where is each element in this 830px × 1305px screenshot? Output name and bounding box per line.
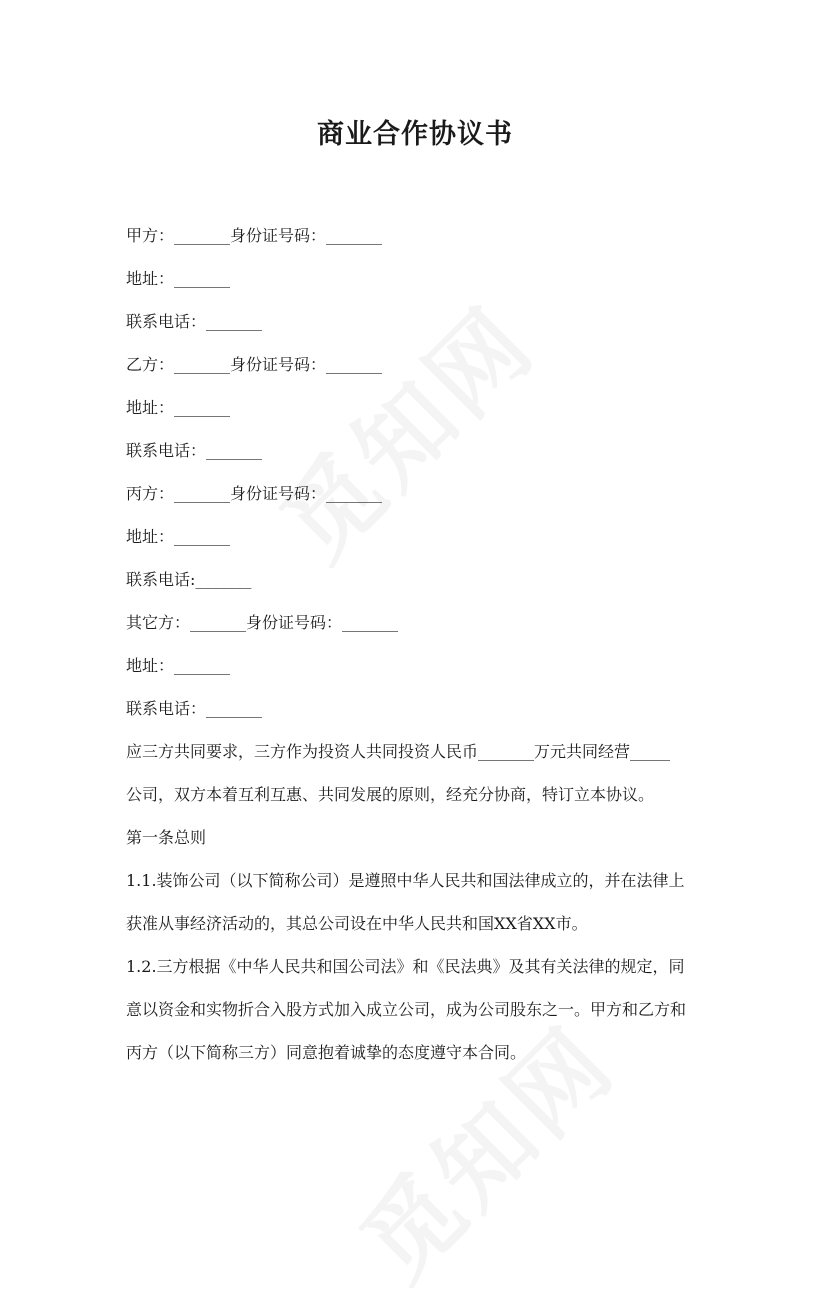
paragraph-line: 意以资金和实物折合入股方式加入成立公司，成为公司股东之一。甲方和乙方和 [126, 1000, 687, 1019]
party-c-line: 丙方：_______身份证号码：_______ [126, 484, 383, 503]
other-party-address: 地址：_______ [126, 656, 231, 675]
party-b-line: 乙方：_______身份证号码：_______ [126, 355, 383, 374]
party-a-line: 甲方：_______身份证号码：_______ [126, 226, 383, 245]
paragraph-line: 公司，双方本着互利互惠、共同发展的原则，经充分协商，特订立本协议。 [126, 785, 655, 804]
party-a-phone: 联系电话：_______ [126, 312, 263, 331]
paragraph-line: 丙方（以下简称三方）同意抱着诚挚的态度遵守本合同。 [126, 1043, 527, 1062]
paragraph-line: 应三方共同要求，三方作为投资人共同投资人民币_______万元共同经营_____ [126, 742, 671, 761]
document-title: 商业合作协议书 [317, 119, 513, 150]
paragraph-line: 获准从事经济活动的，其总公司设在中华人民共和国XX省XX市。 [126, 914, 588, 933]
party-b-address: 地址：_______ [126, 398, 231, 417]
party-c-address: 地址：_______ [126, 527, 231, 546]
party-a-address: 地址：_______ [126, 269, 231, 288]
paragraph-line: 1.1.装饰公司（以下简称公司）是遵照中华人民共和国法律成立的，并在法律上 [126, 871, 685, 890]
other-party-phone: 联系电话：_______ [126, 699, 263, 718]
other-party-line: 其它方：_______身份证号码：_______ [126, 613, 399, 632]
party-b-phone: 联系电话：_______ [126, 441, 263, 460]
watermark [326, 992, 639, 1305]
paragraph-line: 1.2.三方根据《中华人民共和国公司法》和《民法典》及其有关法律的规定，同 [126, 957, 685, 976]
party-c-phone: 联系电话:_______ [126, 570, 252, 589]
section-heading: 第一条总则 [126, 828, 207, 847]
